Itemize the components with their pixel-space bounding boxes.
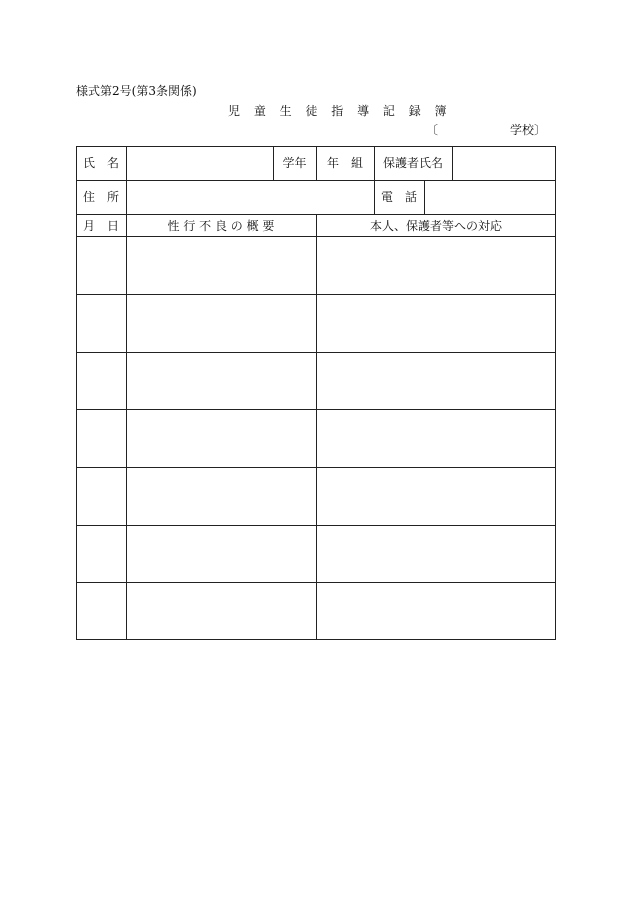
phone-label: 電 話 [380, 190, 417, 204]
record-summary-cell[interactable] [127, 526, 316, 582]
record-date-cell[interactable] [76, 295, 126, 352]
record-date-cell[interactable] [76, 410, 126, 467]
school-label: 学校〕 [509, 123, 546, 137]
response-column-header: 本人、保護者等への対応 [369, 219, 502, 233]
class-label[interactable]: 年 組 [326, 156, 363, 170]
record-summary-cell[interactable] [127, 295, 316, 352]
grade-label: 学年 [282, 156, 307, 170]
record-summary-cell[interactable] [127, 410, 316, 467]
record-summary-cell[interactable] [127, 468, 316, 525]
record-date-cell[interactable] [76, 468, 126, 525]
school-open-bracket: 〔 [426, 123, 439, 137]
record-date-cell[interactable] [76, 237, 126, 294]
name-field[interactable] [127, 147, 273, 180]
record-date-cell[interactable] [76, 526, 126, 582]
school-name-line [426, 123, 546, 137]
date-column-header: 月 日 [82, 219, 119, 233]
record-response-cell[interactable] [317, 410, 555, 467]
name-label: 氏 名 [82, 156, 119, 170]
summary-column-header: 性 行 不 良 の 概 要 [167, 219, 275, 233]
address-label: 住 所 [82, 190, 119, 204]
record-response-cell[interactable] [317, 295, 555, 352]
record-date-cell[interactable] [76, 583, 126, 639]
address-field[interactable] [127, 181, 374, 214]
record-response-cell[interactable] [317, 583, 555, 639]
record-row-2 [76, 295, 556, 352]
record-row-1 [76, 237, 556, 294]
record-response-cell[interactable] [317, 353, 555, 409]
guardian-name-field[interactable] [453, 147, 555, 180]
form-number-label: 様式第2号(第3条関係) [76, 84, 197, 98]
record-summary-cell[interactable] [127, 237, 316, 294]
record-row-5 [76, 468, 556, 525]
guardian-name-label: 保護者氏名 [382, 156, 443, 170]
record-summary-cell[interactable] [127, 353, 316, 409]
record-row-3 [76, 353, 556, 409]
record-row-4 [76, 410, 556, 467]
record-response-cell[interactable] [317, 237, 555, 294]
record-response-cell[interactable] [317, 468, 555, 525]
document-title: 児 童 生 徒 指 導 記 録 簿 [228, 104, 452, 118]
record-response-cell[interactable] [317, 526, 555, 582]
record-row-7 [76, 583, 556, 639]
record-summary-cell[interactable] [127, 583, 316, 639]
record-date-cell[interactable] [76, 353, 126, 409]
record-row-6 [76, 526, 556, 582]
phone-field[interactable] [425, 181, 555, 214]
